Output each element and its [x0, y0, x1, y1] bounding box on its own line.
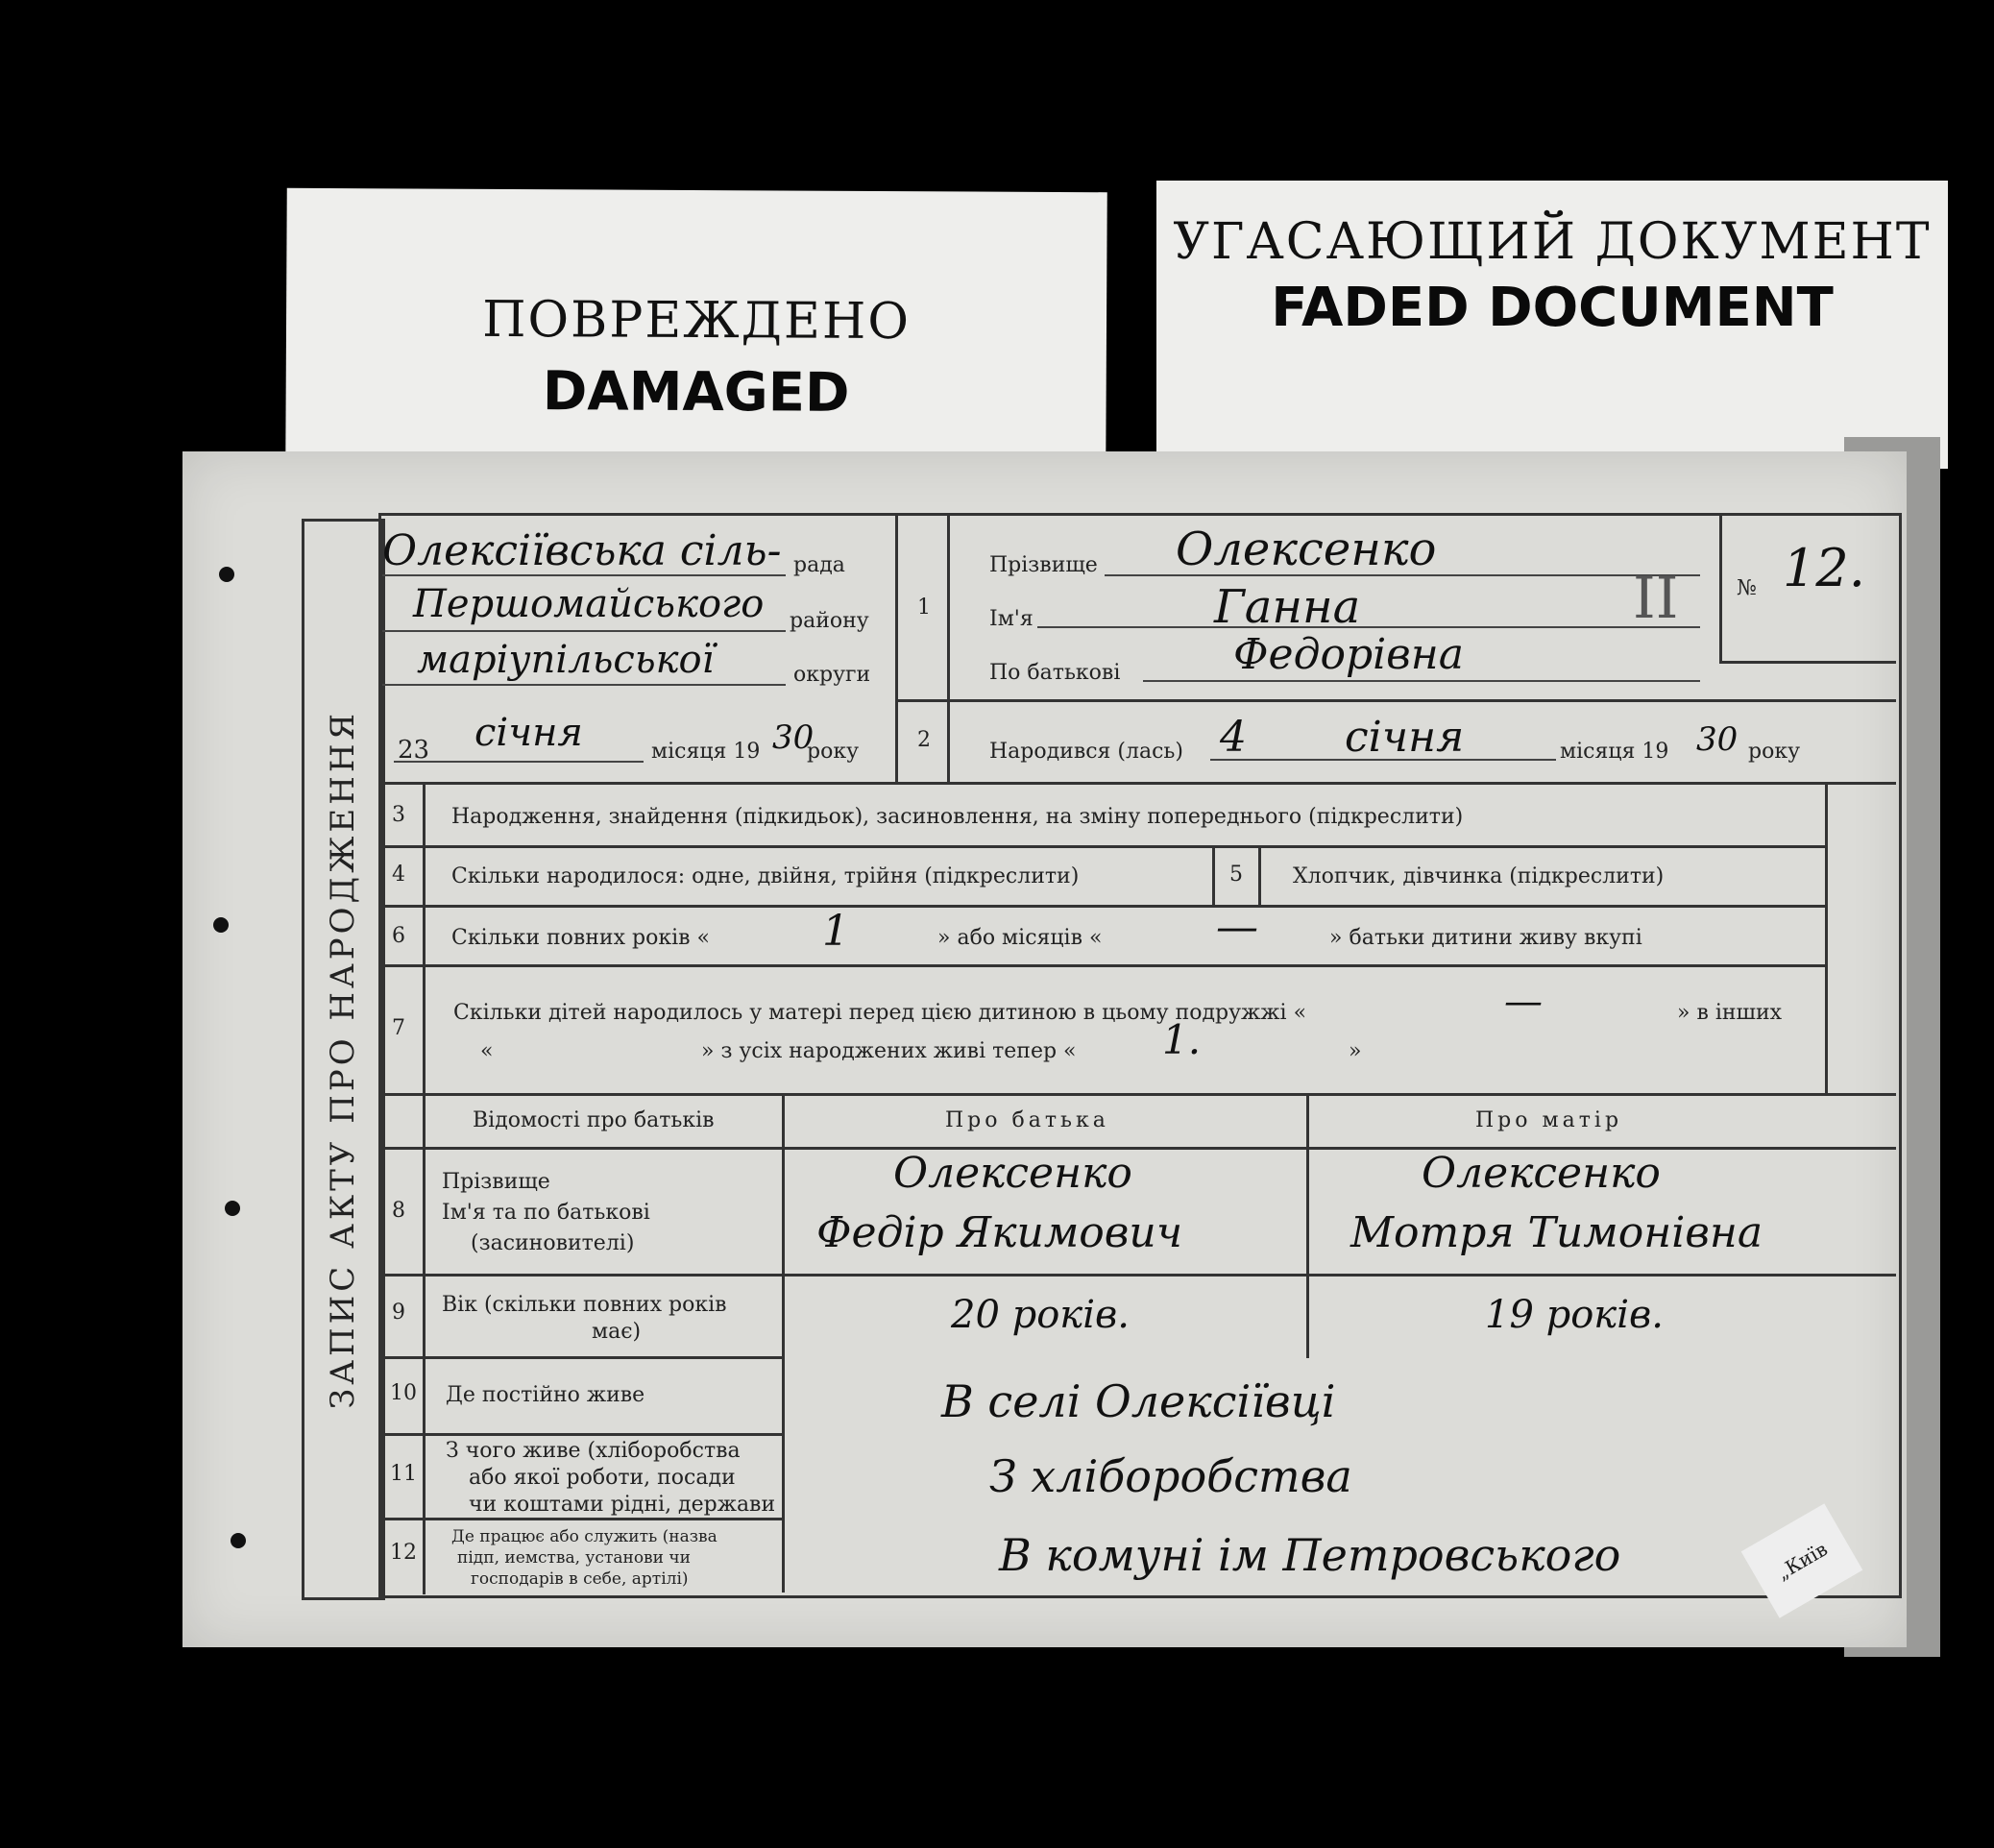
row7-line2-end: »	[1349, 1039, 1362, 1063]
row-number-9: 9	[392, 1301, 405, 1325]
row-number-11: 11	[390, 1462, 417, 1486]
surname-label: Прізвище	[989, 553, 1098, 577]
vertical-title-box	[302, 519, 385, 1600]
row12-label-2: підп, иемства, установи чи	[457, 1548, 691, 1568]
date-year: 30	[772, 718, 815, 757]
date-month: січня	[474, 711, 583, 755]
kyiv-stamp: „Київ	[1741, 1503, 1863, 1617]
child-name: Ганна	[1214, 580, 1361, 634]
record-mark: ІІ	[1633, 565, 1679, 632]
row3-text: Народження, знайдення (підкидьок), засиновлення, на зміну попереднього (підкреслити)	[451, 805, 1464, 829]
rada-label: рада	[793, 553, 845, 577]
patronymic-label: По батькові	[989, 661, 1121, 685]
faded-label-ru: УГАСАЮЩИЙ ДОКУМЕНТ	[1173, 213, 1932, 271]
residence: В селі Олексіївці	[941, 1375, 1336, 1427]
row-number-3: 3	[392, 803, 405, 827]
row-number-10: 10	[390, 1381, 417, 1405]
row7-living-children: 1.	[1162, 1016, 1202, 1063]
row6-text-b: » або місяців «	[937, 926, 1103, 950]
workplace: В комуні ім Петровського	[999, 1529, 1621, 1581]
born-year: 30	[1696, 720, 1739, 759]
row10-label: Де постійно живе	[446, 1383, 645, 1407]
born-day: 4	[1220, 713, 1247, 762]
occupation: З хліборобства	[989, 1450, 1352, 1502]
row11-label-3: чи коштами рідні, держави	[469, 1493, 776, 1517]
punch-hole	[225, 1201, 240, 1216]
name-label: Ім'я	[989, 607, 1033, 631]
born-year-label: року	[1748, 740, 1801, 764]
row-number-6: 6	[392, 924, 405, 948]
row5-text: Хлопчик, дівчинка (підкреслити)	[1293, 864, 1665, 888]
row-number-1: 1	[917, 596, 931, 620]
mother-name: Мотря Тимонівна	[1350, 1208, 1763, 1257]
row6-text-c: » батьки дитини живу вкупі	[1329, 926, 1642, 950]
rayon-label: району	[790, 609, 869, 633]
row8-label-1: Прізвище	[442, 1170, 550, 1194]
father-name: Федір Якимович	[816, 1208, 1183, 1257]
punch-hole	[219, 567, 234, 582]
child-surname: Олексенко	[1176, 523, 1437, 576]
damaged-label-card	[285, 188, 1107, 471]
vertical-title: ЗАПИС АКТУ ПРО НАРОДЖЕННЯ	[324, 710, 362, 1409]
row-number-2: 2	[917, 728, 931, 752]
parents-header-mother: Про матір	[1475, 1108, 1623, 1132]
born-label: Народився (лась)	[989, 740, 1183, 764]
date-day: 23	[398, 736, 430, 765]
row8-label-2: Ім'я та по батькові	[442, 1201, 650, 1225]
row6-months: —	[1216, 903, 1258, 952]
parents-header-info: Відомості про батьків	[473, 1108, 715, 1132]
parents-header-father: Про батька	[945, 1108, 1109, 1132]
row7-line2-b: » з усіх народжених живі тепер «	[701, 1039, 1077, 1063]
punch-hole	[213, 917, 229, 933]
row9-label-2: має)	[592, 1320, 642, 1344]
okrug-label: округи	[793, 663, 871, 687]
date-month-label: місяця 19	[651, 740, 761, 764]
row6-text-a: Скільки повних років «	[451, 926, 710, 950]
mother-surname: Олексенко	[1422, 1149, 1661, 1198]
row-number-12: 12	[390, 1541, 417, 1565]
born-month: січня	[1345, 713, 1465, 762]
row7-line1: Скільки дітей народилось у матері перед цією дитиною в цьому подружжі «	[453, 1001, 1307, 1025]
rayon-value: Першомайського	[413, 582, 765, 626]
row6-years: 1	[822, 907, 849, 956]
row7-prior-children: —	[1504, 980, 1543, 1024]
row4-text: Скільки народилося: одне, двійня, трійня (підкреслити)	[451, 864, 1080, 888]
record-number-label: №	[1737, 576, 1757, 600]
damaged-label-en: DAMAGED	[542, 360, 850, 425]
row11-label-2: або якої роботи, посади	[469, 1466, 736, 1490]
mother-age: 19 років.	[1485, 1293, 1664, 1337]
row8-label-3: (засиновителі)	[471, 1231, 635, 1255]
okrug-value: маріупільської	[417, 638, 715, 682]
row11-label-1: З чого живе (хліборобства	[446, 1439, 741, 1463]
row9-label-1: Вік (скільки повних років	[442, 1293, 727, 1317]
row-number-8: 8	[392, 1199, 405, 1223]
child-patronymic: Федорівна	[1233, 630, 1465, 679]
row-number-4: 4	[392, 863, 405, 887]
row-number-7: 7	[392, 1016, 405, 1040]
date-year-label: року	[807, 740, 860, 764]
faded-label-card	[1156, 181, 1948, 469]
rada-value: Олексіївська сіль-	[382, 526, 782, 575]
row7-line1-end: » в інших	[1677, 1001, 1783, 1025]
row7-line2-a: «	[480, 1039, 494, 1063]
faded-label-en: FADED DOCUMENT	[1271, 277, 1834, 339]
punch-hole	[231, 1533, 246, 1548]
record-number: 12.	[1783, 538, 1865, 598]
row12-label-3: господарів в себе, артілі)	[471, 1569, 689, 1589]
row12-label-1: Де працює або служить (назва	[451, 1527, 717, 1546]
father-surname: Олексенко	[893, 1149, 1132, 1198]
row-number-5: 5	[1229, 863, 1243, 887]
born-month-label: місяця 19	[1560, 740, 1669, 764]
damaged-label-ru: ПОВРЕЖДЕНО	[482, 290, 912, 352]
father-age: 20 років.	[951, 1293, 1130, 1337]
